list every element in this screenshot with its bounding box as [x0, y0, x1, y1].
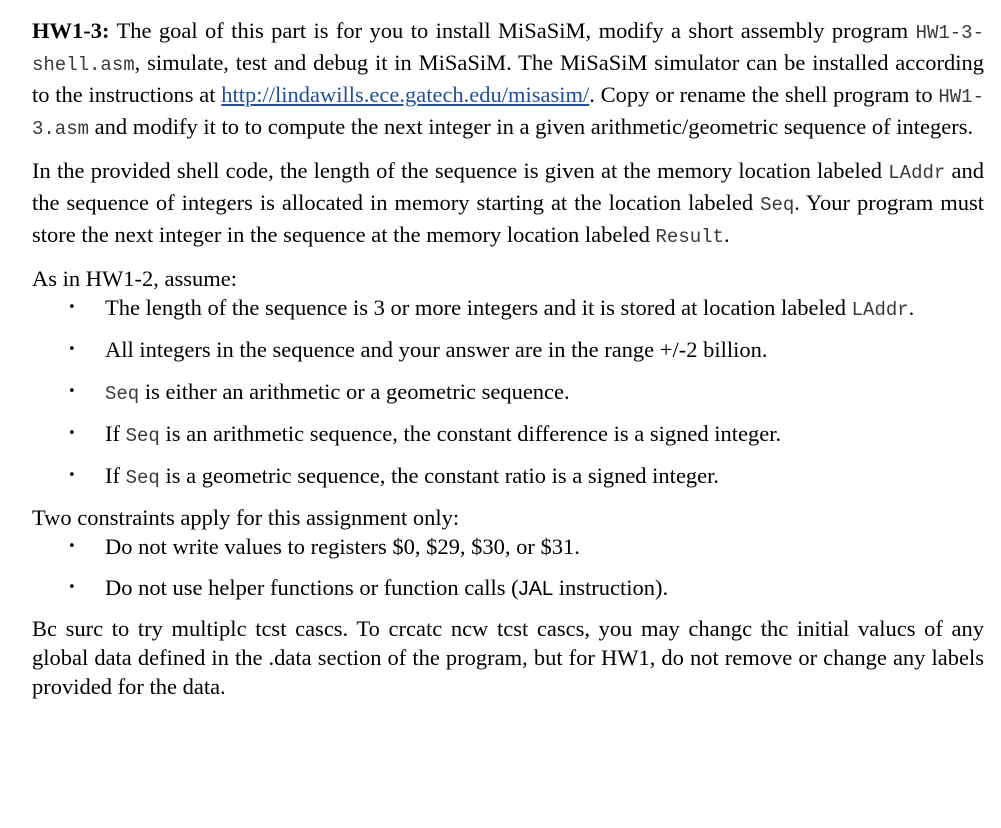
- result-label: Result: [655, 226, 724, 248]
- intro-text-3: . Copy or rename the shell program to: [589, 82, 939, 107]
- list-item: [32, 377, 984, 406]
- intro-text-1: The goal of this part is for you to install MiSaSiM, modify a short assembly program: [109, 18, 916, 43]
- bullet-icon: •: [68, 539, 76, 554]
- misasim-link[interactable]: http://lindawills.ece.gatech.edu/misasim/: [221, 82, 590, 107]
- constraint-functions: Do not use helper functions or function calls (: [105, 575, 519, 600]
- bullet-icon: •: [68, 468, 76, 483]
- list-item: [32, 293, 984, 322]
- list-item-text: If: [105, 421, 126, 446]
- shell-code-paragraph: [32, 156, 984, 252]
- list-item: [32, 335, 984, 364]
- list-item-text: All integers in the sequence and your answer are in the range +/-2 billion.: [105, 337, 768, 362]
- bullet-icon: •: [68, 300, 76, 315]
- list-item-text-end: is either an arithmetic or a geometric sequence.: [139, 379, 570, 404]
- shell-text-3: . Your program must store the next integer in the sequence at the memory location labeled: [32, 190, 984, 247]
- list-item-text: The length of the sequence is 3 or more integers and it is stored at location labeled: [105, 295, 852, 320]
- constraint-functions-end: instruction).: [553, 575, 669, 600]
- intro-paragraph: [32, 16, 984, 144]
- list-item-text-end: is an arithmetic sequence, the constant difference is a signed integer.: [159, 421, 782, 446]
- list-item-text-end: is a geometric sequence, the constant ratio is a signed integer.: [159, 463, 720, 488]
- assume-heading: As in HW1-2, assume:: [32, 266, 237, 291]
- jal-instruction: JAL: [518, 578, 554, 600]
- target-filename: HW1-3.asm: [32, 86, 984, 140]
- test-cases-paragraph: Bc surc to try multiplc tcst cascs. To crcatc ncw tcst cascs, you may changc thc initial valucs of any global data defined in the .data section of the program, but for HW1, do not remove or change any labels provided for the data.: [32, 616, 984, 699]
- constraints-list: [32, 532, 984, 602]
- list-item-code: LAddr: [851, 299, 909, 321]
- list-item-code: Seq: [125, 425, 160, 447]
- shell-filename: HW1-3-shell.asm: [32, 22, 984, 76]
- list-item: [32, 419, 984, 448]
- intro-text-2: , simulate, test and debug it in MiSaSiM. The MiSaSiM simulator can be installed according to the instructions at: [32, 50, 984, 107]
- constraints-heading: Two constraints apply for this assignment only:: [32, 505, 460, 530]
- constraint-registers: Do not write values to registers $0, $29, $30, or $31.: [105, 534, 580, 559]
- seq-label: Seq: [760, 194, 795, 216]
- laddr-label: LAddr: [888, 162, 946, 184]
- list-item-text-end: .: [908, 295, 915, 320]
- list-item-text: If: [105, 463, 126, 488]
- bullet-icon: •: [68, 580, 76, 595]
- shell-text-1: In the provided shell code, the length of the sequence is given at the memory location labeled: [32, 158, 889, 183]
- shell-text-2: and the sequence of integers is allocated in memory starting at the location labeled: [32, 158, 984, 215]
- shell-text-4: .: [723, 222, 730, 247]
- list-item: [32, 532, 984, 561]
- list-item-code: Seq: [125, 467, 160, 489]
- list-item: [32, 461, 984, 490]
- document-page: [32, 16, 984, 701]
- bullet-icon: •: [68, 426, 76, 441]
- list-item: [32, 573, 984, 602]
- assumptions-list: [32, 293, 984, 490]
- bullet-icon: •: [68, 342, 76, 357]
- list-item-code: Seq: [105, 383, 140, 405]
- assignment-heading: HW1-3:: [32, 18, 110, 43]
- bullet-icon: •: [68, 384, 76, 399]
- intro-text-4: and modify it to to compute the next integer in a given arithmetic/geometric sequence of integers.: [89, 114, 974, 139]
